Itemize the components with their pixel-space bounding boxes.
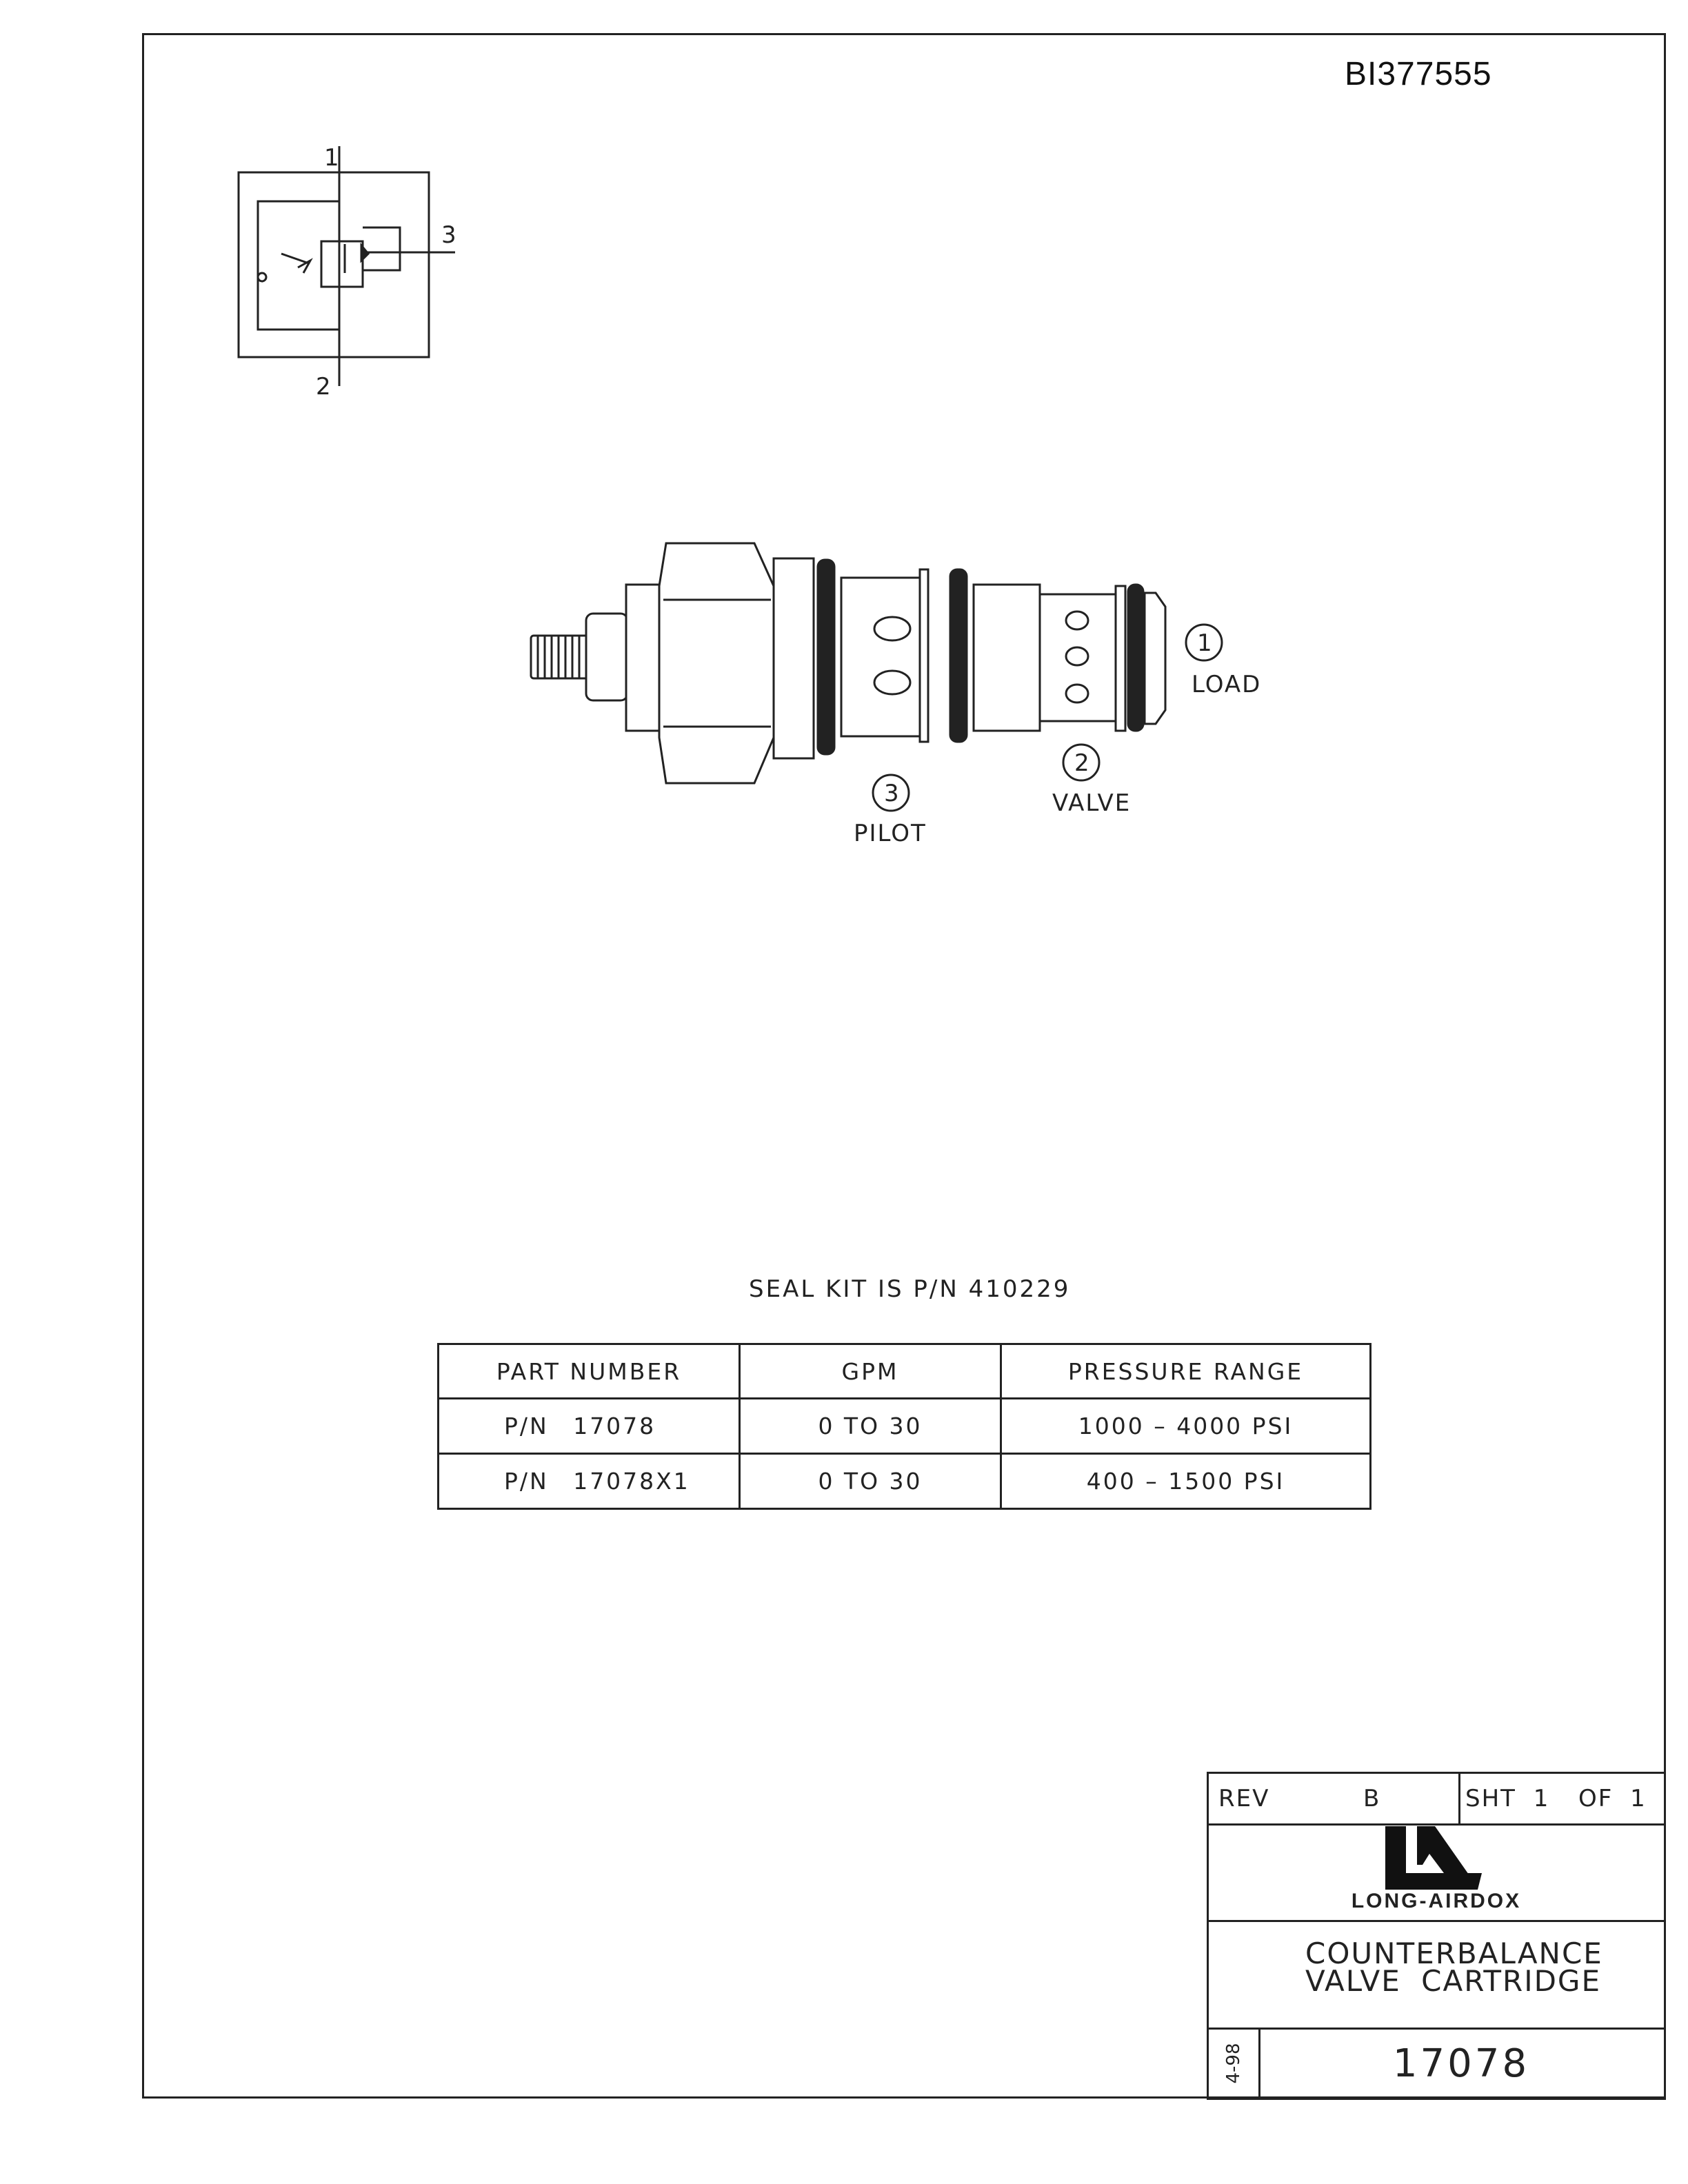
callout-valve-label: VALVE [1052,789,1132,817]
date-box [1209,2028,1260,2100]
revision-row [1209,1774,1664,1826]
drawing-date: 4-98 [1223,2043,1244,2084]
title-line-2: VALVE CARTRIDGE [1305,1964,1602,1998]
port-1-label: 1 [324,144,341,172]
table-header-row [439,1344,1371,1399]
drawing-number-row [1209,2028,1664,2100]
pressure-range-cell: 1000 – 4000 PSI [1001,1399,1371,1454]
callout-3-number: 3 [884,780,901,807]
long-airdox-logo [1381,1823,1491,1890]
callout-2-number: 2 [1074,749,1091,777]
rev-value: B [1363,1785,1380,1812]
revision-divider [1458,1774,1460,1823]
part-number-cell: P/N 17078X1 [439,1454,740,1509]
sheet-total: OF 1 [1578,1785,1647,1812]
rev-label: REV [1218,1785,1270,1812]
column-header-pressure-range: PRESSURE RANGE [1001,1344,1371,1399]
drawing-number: 17078 [1392,2041,1530,2086]
company-logo-area [1209,1823,1664,1922]
gpm-cell: 0 TO 30 [740,1454,1001,1509]
table-row [439,1399,1371,1454]
pressure-range-cell: 400 – 1500 PSI [1001,1454,1371,1509]
drawing-area [0,0,1688,896]
sheet-number: SHT 1 [1465,1785,1550,1812]
title-block [1207,1772,1666,2100]
drawing-title [1209,1920,1664,2030]
document-id: BI377555 [1345,56,1492,92]
gpm-cell: 0 TO 30 [740,1399,1001,1454]
parts-table [437,1343,1372,1510]
part-number-cell: P/N 17078 [439,1399,740,1454]
column-header-gpm: GPM [740,1344,1001,1399]
title-line-1: COUNTERBALANCE [1305,1937,1603,1970]
company-name: LONG-AIRDOX [1351,1890,1522,1912]
seal-kit-note: SEAL KIT IS P/N 410229 [749,1275,1071,1303]
column-header-part-number: PART NUMBER [439,1344,740,1399]
callout-1-number: 1 [1197,629,1214,657]
table-row [439,1454,1371,1509]
callout-pilot-label: PILOT [854,820,927,847]
hydraulic-schematic [239,146,455,386]
port-3-label: 3 [441,221,458,249]
port-2-label: 2 [316,373,332,401]
callout-load-label: LOAD [1192,671,1262,698]
